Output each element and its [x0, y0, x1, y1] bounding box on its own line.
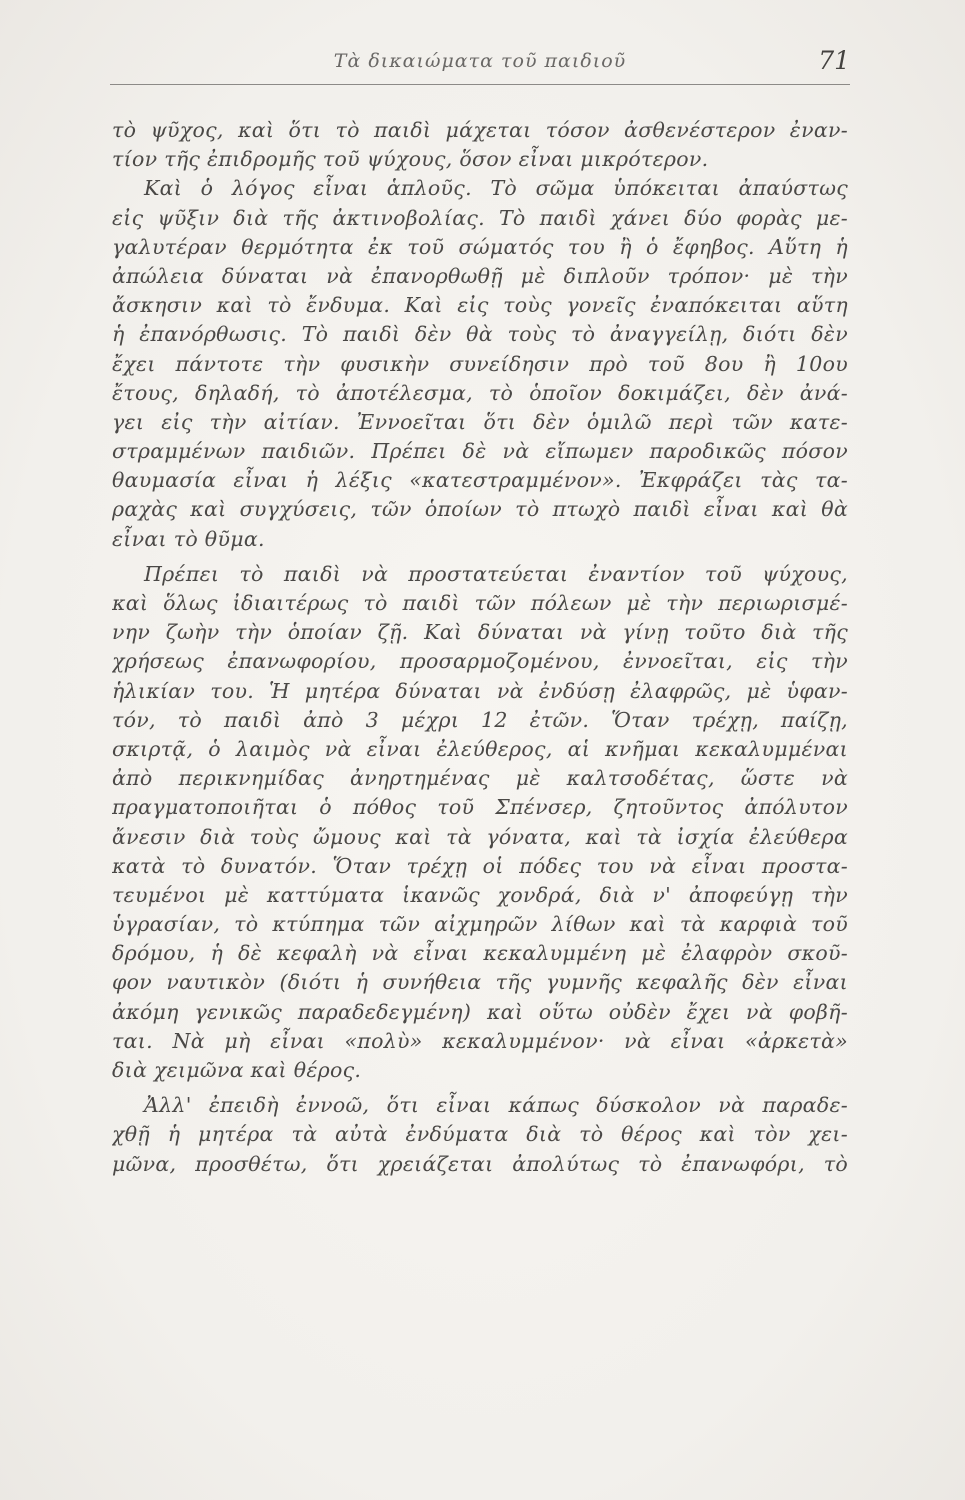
text-line: γαλυτέραν θερμότητα ἐκ τοῦ σώματός του ἢ ὁ ἔφηβος. Αὕτη ἡ [112, 234, 848, 259]
text-line: διὰ χειμῶνα καὶ θέρος. [112, 1058, 362, 1082]
text-line: ἔχει πάντοτε τὴν φυσικὴν συνείδησιν πρὸ τοῦ 8ου ἢ 10ου [112, 351, 848, 376]
text-line: καὶ ὅλως ἰδιαιτέρως τὸ παιδὶ τῶν πόλεων μὲ τὴν περιωρισμέ- [112, 591, 848, 615]
text-line: τίον τῆς ἐπιδρομῆς τοῦ ψύχους, ὅσον εἶναι μικρότερον. [112, 147, 709, 172]
paragraph [112, 174, 848, 553]
text-line: ἡλικίαν του. Ἡ μητέρα δύναται νὰ ἐνδύσῃ ἐλαφρῶς, μὲ ὑφαν- [112, 678, 848, 703]
text-line: τὸ ψῦχος, καὶ ὅτι τὸ παιδὶ μάχεται τόσον ἀσθενέστερον ἐναν- [112, 118, 848, 142]
text-line: Ἀλλ' ἐπειδὴ ἐννοῶ, ὅτι εἶναι κάπως δύσκολον νὰ παραδε- [144, 1093, 848, 1118]
text-line: ἀπὸ περικνημίδας ἀνηρτημένας μὲ καλτσοδέτας, ὥστε νὰ [112, 766, 848, 791]
text-line: εἶναι τὸ θῦμα. [112, 526, 265, 551]
text-line: Πρέπει τὸ παιδὶ νὰ προστατεύεται ἐναντίον τοῦ ψύχους, [144, 561, 848, 586]
text-line: γει εἰς τὴν αἰτίαν. Ἐννοεῖται ὅτι δὲν ὁμιλῶ περὶ τῶν κατε- [112, 409, 848, 434]
text-line: μῶνα, προσθέτω, ὅτι χρειάζεται ἀπολύτως τὸ ἐπανωφόρι, τὸ [112, 1151, 848, 1176]
text-line: ται. Νὰ μὴ εἶναι «πολὺ» κεκαλυμμένον· νὰ εἶναι «ἀρκετὰ» [112, 1028, 848, 1053]
text-line: ἄσκησιν καὶ τὸ ἔνδυμα. Καὶ εἰς τοὺς γονεῖς ἐναπόκειται αὕτη [112, 293, 848, 318]
text-line: ὑγρασίαν, τὸ κτύπημα τῶν αἰχμηρῶν λίθων καὶ τὰ καρφιὰ τοῦ [112, 912, 848, 937]
text-line: Καὶ ὁ λόγος εἶναι ἁπλοῦς. Τὸ σῶμα ὑπόκειται ἀπαύστως [144, 176, 848, 201]
text-line: τόν, τὸ παιδὶ ἀπὸ 3 μέχρι 12 ἐτῶν. Ὅταν τρέχῃ, παίζῃ, [112, 707, 848, 732]
text-line: φον ναυτικὸν (διότι ἡ συνήθεια τῆς γυμνῆς κεφαλῆς δὲν εἶναι [112, 970, 848, 995]
body-text [112, 116, 848, 1179]
paragraph [112, 560, 848, 1085]
text-line: χρήσεως ἐπανωφορίου, προσαρμοζομένου, ἐννοεῖται, εἰς τὴν [112, 649, 848, 674]
running-head: Τὰ δικαιώματα τοῦ παιδιοῦ [333, 50, 627, 72]
paragraph [112, 1091, 848, 1179]
text-line: ἔτους, δηλαδή, τὸ ἀποτέλεσμα, τὸ ὁποῖον δοκιμάζει, δὲν ἀνά- [112, 380, 848, 405]
text-line: ἡ ἐπανόρθωσις. Τὸ παιδὶ δὲν θὰ τοὺς τὸ ἀναγγείλῃ, διότι δὲν [112, 322, 848, 347]
text-line: ἄνεσιν διὰ τοὺς ὤμους καὶ τὰ γόνατα, καὶ τὰ ἰσχία ἐλεύθερα [112, 824, 848, 849]
text-line: δρόμου, ἡ δὲ κεφαλὴ νὰ εἶναι κεκαλυμμένη μὲ ἐλαφρὸν σκοῦ- [112, 941, 848, 966]
text-line: κατὰ τὸ δυνατόν. Ὅταν τρέχῃ οἱ πόδες του νὰ εἶναι προστα- [112, 853, 848, 878]
text-line: ραχὰς καὶ συγχύσεις, τῶν ὁποίων τὸ πτωχὸ παιδὶ εἶναι καὶ θὰ [112, 497, 848, 522]
page-number: 71 [818, 46, 850, 75]
text-line: ἀκόμη γενικῶς παραδεδεγμένη) καὶ οὕτω οὐδὲν ἔχει νὰ φοβῆ- [112, 999, 848, 1024]
text-line: πραγματοποιῆται ὁ πόθος τοῦ Σπένσερ, ζητοῦντος ἀπόλυτον [112, 795, 848, 820]
text-line: εἰς ψῦξιν διὰ τῆς ἀκτινοβολίας. Τὸ παιδὶ χάνει δύο φορὰς με- [112, 205, 848, 230]
text-line: ἀπώλεια δύναται νὰ ἐπανορθωθῇ μὲ διπλοῦν τρόπον· μὲ τὴν [112, 263, 848, 288]
paragraph [112, 116, 848, 174]
text-line: θαυμασία εἶναι ἡ λέξις «κατεστραμμένον». Ἐκφράζει τὰς τα- [112, 468, 848, 493]
page-header [110, 46, 850, 86]
text-line: σκιρτᾷ, ὁ λαιμὸς νὰ εἶναι ἐλεύθερος, αἱ κνῆμαι κεκαλυμμέναι [112, 736, 848, 761]
text-line: τευμένοι μὲ καττύματα ἱκανῶς χονδρά, διὰ ν' ἀποφεύγῃ τὴν [112, 882, 848, 907]
text-line: στραμμένων παιδιῶν. Πρέπει δὲ νὰ εἴπωμεν παροδικῶς πόσον [112, 439, 848, 464]
header-rule [110, 84, 850, 85]
text-line: χθῇ ἡ μητέρα τὰ αὐτὰ ἐνδύματα διὰ τὸ θέρος καὶ τὸν χει- [112, 1122, 848, 1147]
text-line: νην ζωὴν τὴν ὁποίαν ζῇ. Καὶ δύναται νὰ γίνῃ τοῦτο διὰ τῆς [112, 620, 848, 645]
